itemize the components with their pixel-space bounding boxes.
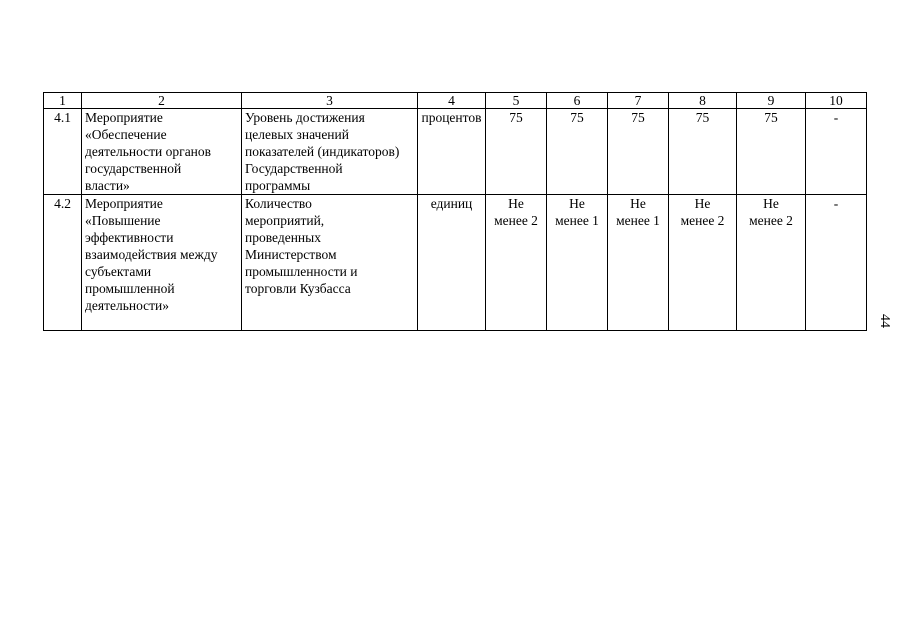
event-line: «Обеспечение — [85, 127, 167, 142]
indicator-cell — [242, 195, 418, 331]
value-cell — [486, 109, 547, 195]
row-number: 4.2 — [44, 195, 82, 331]
indicator-line: проведенных — [245, 230, 321, 245]
unit-cell: процентов — [418, 109, 486, 195]
event-line: деятельности органов — [85, 144, 212, 159]
value-line: 75 — [695, 110, 710, 125]
value-line: менее 1 — [616, 213, 660, 228]
event-line: Мероприятие — [85, 196, 163, 211]
indicator-line: промышленности и — [245, 264, 358, 279]
event-line: субъектами — [85, 264, 152, 279]
value-cell — [547, 109, 608, 195]
indicator-line: программы — [245, 178, 311, 193]
indicator-cell — [242, 109, 418, 195]
event-line: власти» — [85, 178, 130, 193]
value-line: Не — [569, 196, 585, 211]
page-number: 44 — [877, 314, 892, 328]
event-line: взаимодействия между — [85, 247, 218, 262]
event-line: деятельности» — [85, 298, 170, 313]
value-line: менее 2 — [494, 213, 538, 228]
value-line: Не — [508, 196, 524, 211]
indicator-line: Министерством — [245, 247, 337, 262]
table-header-row — [44, 93, 867, 109]
header-cell: 6 — [547, 93, 608, 109]
value-cell — [737, 195, 806, 331]
value-line: Не — [763, 196, 779, 211]
value-cell — [486, 195, 547, 331]
value-line: 75 — [631, 110, 645, 125]
event-line: Мероприятие — [85, 110, 163, 125]
indicator-line: Уровень достижения — [245, 110, 365, 125]
header-cell: 1 — [44, 93, 82, 109]
header-cell: 7 — [608, 93, 669, 109]
value-cell — [608, 109, 669, 195]
indicator-line: показателей (индикаторов) — [245, 144, 400, 159]
indicator-line: целевых значений — [245, 127, 349, 142]
value-cell — [547, 195, 608, 331]
value-line: 75 — [509, 110, 523, 125]
value-line: менее 2 — [680, 213, 725, 228]
value-cell — [669, 109, 737, 195]
value-line: 75 — [764, 110, 778, 125]
value-cell — [737, 109, 806, 195]
indicator-line: Государственной — [245, 161, 343, 176]
value-cell — [669, 195, 737, 331]
indicator-table — [43, 92, 867, 331]
col10-cell: - — [806, 195, 867, 331]
unit-cell: единиц — [418, 195, 486, 331]
value-line: менее 2 — [749, 213, 793, 228]
value-line: Не — [694, 196, 711, 211]
event-line: государственной — [85, 161, 182, 176]
event-cell — [82, 195, 242, 331]
header-cell: 3 — [242, 93, 418, 109]
indicator-line: Количество — [245, 196, 312, 211]
event-line: промышленной — [85, 281, 175, 296]
value-line: менее 1 — [555, 213, 599, 228]
header-cell: 9 — [737, 93, 806, 109]
header-cell: 8 — [669, 93, 737, 109]
event-cell — [82, 109, 242, 195]
value-line: Не — [630, 196, 646, 211]
event-line: «Повышение — [85, 213, 161, 228]
event-line: эффективности — [85, 230, 174, 245]
header-cell: 4 — [418, 93, 486, 109]
indicator-line: мероприятий, — [245, 213, 325, 228]
col10-cell: - — [806, 109, 867, 195]
header-cell: 2 — [82, 93, 242, 109]
table-row — [44, 195, 867, 331]
row-number: 4.1 — [44, 109, 82, 195]
header-cell: 10 — [806, 93, 867, 109]
table-row — [44, 109, 867, 195]
value-line: 75 — [570, 110, 584, 125]
indicator-line: торговли Кузбасса — [245, 281, 351, 296]
header-cell: 5 — [486, 93, 547, 109]
value-cell — [608, 195, 669, 331]
